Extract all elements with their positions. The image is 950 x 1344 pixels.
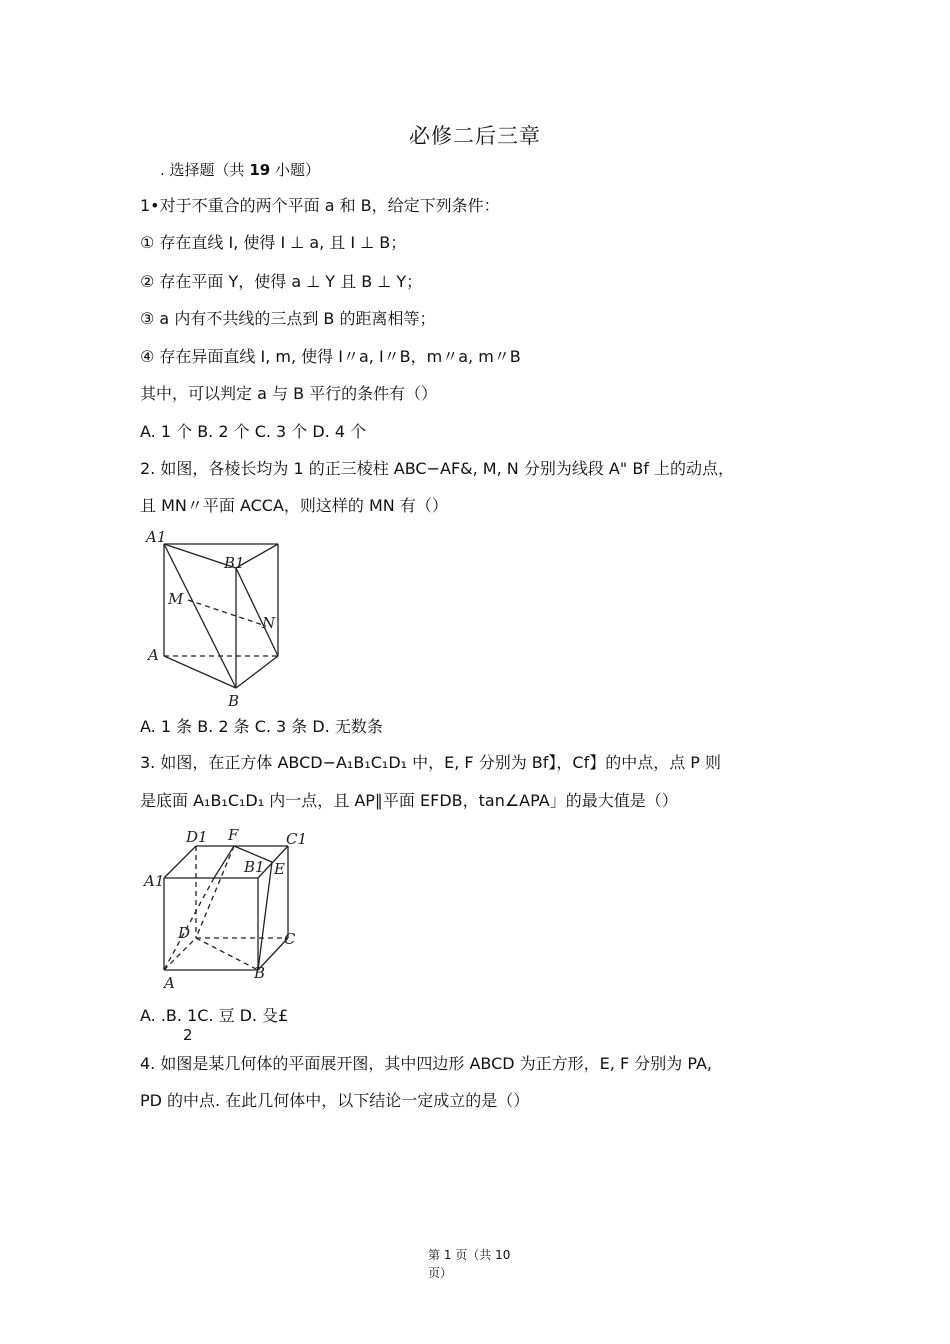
q3-label-d1: D1 [186, 828, 208, 846]
q2-label-b1: B1 [224, 554, 245, 572]
q2-label-n: N [262, 614, 276, 632]
footer-line-1: 第 1 页（共 10 [428, 1248, 511, 1262]
q2-prism-figure [140, 528, 300, 708]
q3-label-a: A [164, 974, 175, 992]
q3-options-denominator: 2 [183, 1026, 193, 1044]
q1-condition-4: ④ 存在异面直线 I, m, 使得 I〃a, I〃B，m〃a, m〃B [140, 347, 521, 366]
q4-stem-line-1: 4. 如图是某几何体的平面展开图，其中四边形 ABCD 为正方形，E, F 分别为 PA, [140, 1054, 712, 1073]
page-title: 必修二后三章 [409, 124, 541, 148]
q1-condition-1: ① 存在直线 I, 使得 I ⊥ a, 且 I ⊥ B； [140, 233, 407, 252]
q1-question: 其中，可以判定 a 与 B 平行的条件有（） [140, 384, 438, 403]
q2-label-a: A [148, 646, 159, 664]
q4-stem-line-2: PD 的中点. 在此几何体中，以下结论一定成立的是（） [140, 1091, 530, 1110]
q3-label-c: C [284, 930, 296, 948]
q3-stem-line-2: 是底面 A₁B₁C₁D₁ 内一点，且 AP∥平面 EFDB，tan∠APA」的最大值是（） [140, 791, 678, 810]
q2-label-m: M [168, 590, 184, 608]
q3-label-a1: A1 [144, 872, 165, 890]
q1-condition-3: ③ a 内有不共线的三点到 B 的距离相等； [140, 309, 436, 328]
q1-options: A. 1 个 B. 2 个 C. 3 个 D. 4 个 [140, 422, 367, 441]
q3-stem-line-1: 3. 如图，在正方体 ABCD−A₁B₁C₁D₁ 中，E, F 分别为 Bf】，Cf】的中点，点 P 则 [140, 753, 722, 772]
question-count: 19 [249, 161, 271, 179]
q3-label-c1: C1 [286, 830, 308, 848]
q3-options: A. .B. 1C. 豆 D. 殳£ [140, 1006, 289, 1025]
q3-label-b: B [254, 964, 266, 982]
q2-options: A. 1 条 B. 2 条 C. 3 条 D. 无数条 [140, 717, 383, 736]
q2-label-b: B [228, 692, 240, 708]
q2-stem-line-1: 2. 如图，各棱长均为 1 的正三棱柱 ABC−AF&, M, N 分别为线段 A" Bf 上的动点， [140, 459, 735, 478]
section-suffix: 小题） [270, 161, 320, 179]
section-heading [160, 159, 320, 181]
q3-cube-figure [140, 822, 315, 994]
q3-label-e: E [274, 860, 285, 878]
q2-stem-line-2: 且 MN〃平面 ACCA，则这样的 MN 有（） [140, 496, 448, 515]
q3-label-f: F [228, 826, 239, 844]
q2-label-a1: A1 [146, 528, 167, 546]
footer-line-2: 页） [428, 1266, 453, 1280]
q3-label-b1: B1 [244, 858, 265, 876]
q3-label-d: D [178, 924, 191, 942]
page-footer [428, 1246, 510, 1282]
q1-condition-2: ② 存在平面 Y，使得 a ⊥ Y 且 B ⊥ Y； [140, 272, 423, 291]
q1-stem: 1•对于不重合的两个平面 a 和 B，给定下列条件： [140, 196, 500, 215]
section-prefix: . 选择题（共 [160, 161, 250, 179]
